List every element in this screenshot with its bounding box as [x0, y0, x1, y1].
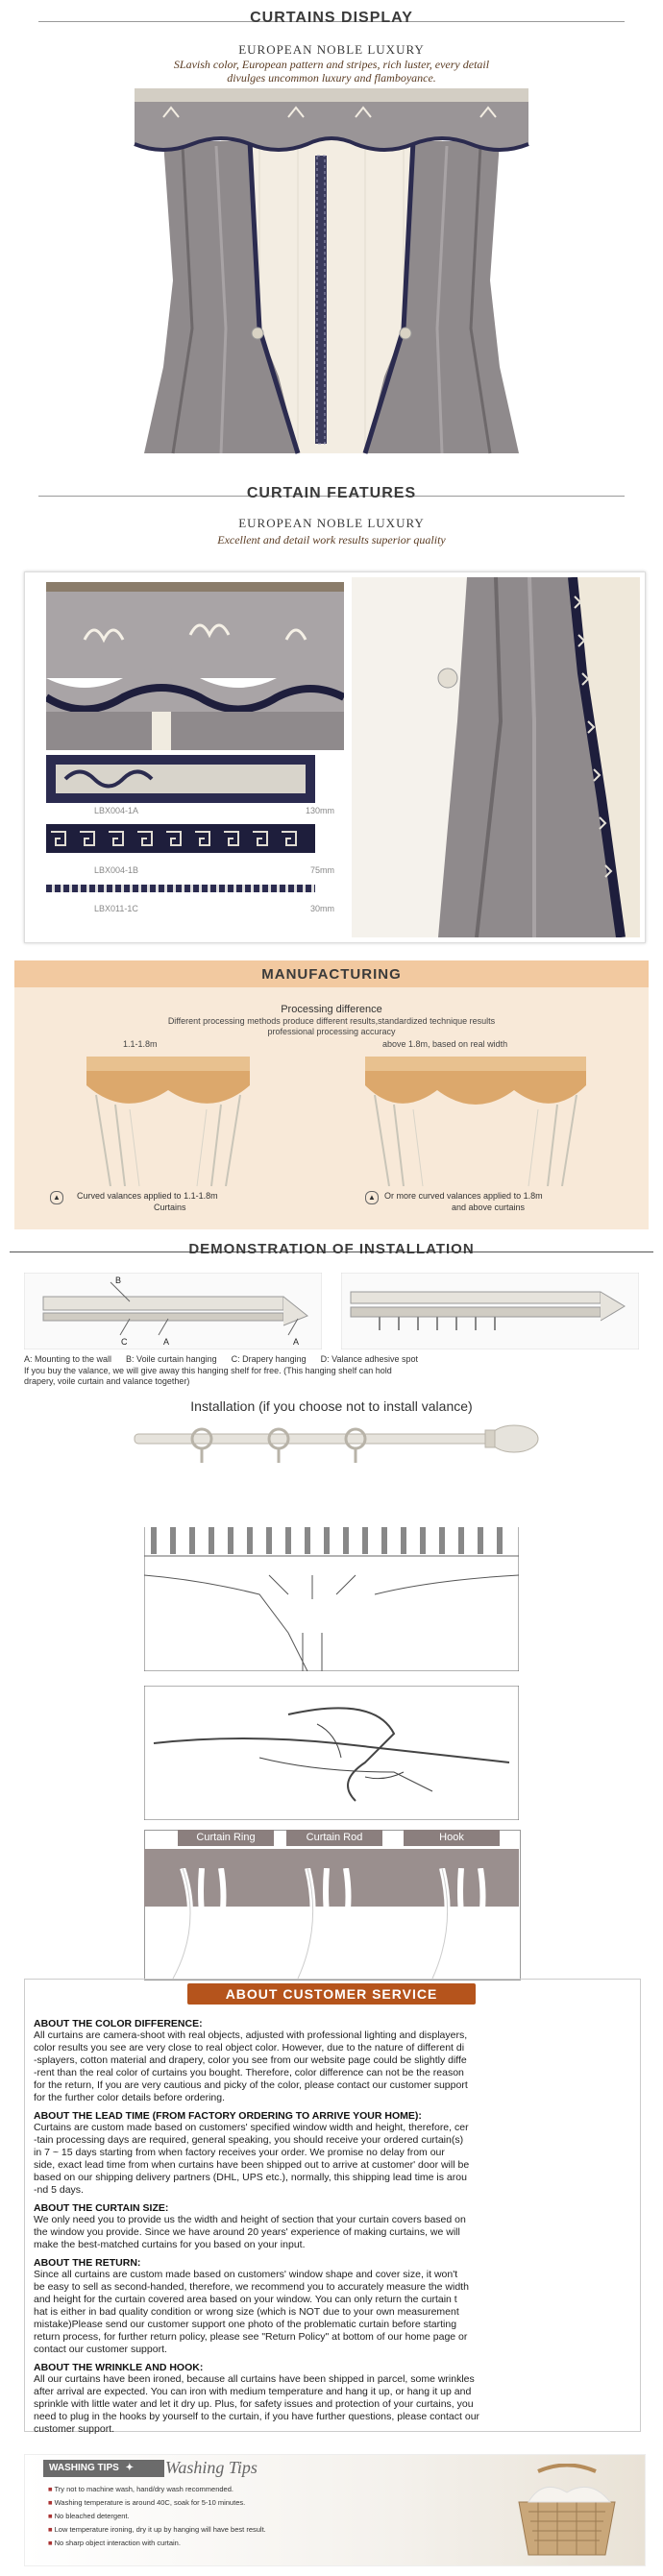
- sample-size-1c: 30mm: [310, 904, 335, 913]
- manufacturing-section: [0, 960, 663, 1239]
- section-title: CURTAIN FEATURES: [246, 485, 417, 501]
- right-size-label: above 1.8m, based on real width: [382, 1039, 508, 1049]
- washing-badge-label: WASHING TIPS: [49, 2463, 119, 2473]
- washing-tip: ■ Washing temperature is around 40C, soak for 5-10 minutes.: [48, 2498, 246, 2507]
- curtain-size-heading: ABOUT THE CURTAIN SIZE:: [34, 2202, 169, 2214]
- color-difference-heading: ABOUT THE COLOR DIFFERENCE:: [34, 2018, 203, 2029]
- bullet-icon: ■: [48, 2539, 55, 2547]
- installation-section: [0, 1239, 663, 1979]
- processing-desc-2: professional processing accuracy: [267, 1027, 396, 1036]
- section-subtitle: EUROPEAN NOBLE LUXURY: [238, 42, 425, 57]
- description-line-2: divulges uncommon luxury and flamboyance.: [227, 71, 436, 85]
- processing-desc-1: Different processing methods produce different results,standardized technique results: [167, 1016, 496, 1026]
- description-line-1: SLavish color, European pattern and stripes, rich luster, every detail: [173, 58, 490, 71]
- label-a: A: [293, 1337, 300, 1347]
- installation-note-2: drapery, voile curtain and valance together): [24, 1376, 190, 1386]
- sample-size-1a: 130mm: [306, 806, 335, 815]
- right-caption-2: and above curtains: [452, 1203, 526, 1212]
- installation-note-1: If you buy the valance, we will give away this hanging shelf for free. (This hanging shelf can hold: [24, 1366, 392, 1375]
- hook-insertion-diagram: [144, 1686, 519, 1820]
- features-image-frame: [24, 571, 646, 943]
- lead-time-heading: ABOUT THE LEAD TIME (FROM FACTORY ORDERING TO ARRIVE YOUR HOME):: [34, 2110, 422, 2122]
- return-heading: ABOUT THE RETURN:: [34, 2257, 141, 2269]
- drape-closeup-image: [352, 577, 640, 937]
- valance-example-small: [86, 1052, 250, 1186]
- part-label-rod: Curtain Rod: [286, 1830, 382, 1846]
- color-difference-text: All curtains are camera-shoot with real objects, adjusted with professional lighting and displayers, color results you see are very close to real object color. However, due to the nature of different di -splayers, cotton material and drapery, color you see from our website page could be slightly diffe -rent than the real color of curtains you bought. Therefore, color difference can not be the reason for the return, If you are very cautious and picky of the color, please contact our customer support for the further color details before ordering.: [34, 2029, 468, 2103]
- track-diagram-left: [24, 1273, 322, 1349]
- washing-badge: [43, 2460, 164, 2477]
- installation-legend: A: Mounting to the wall B: Voile curtain hanging C: Drapery hanging D: Valance adhesive spot: [24, 1354, 419, 1364]
- lead-time-text: Curtains are custom made based on customers' specified window width and height, therefore, cer -tain processing days are required, general speaking, you should receive your ordered curtain(s) in 7 ~ 15 days starting from when factory receives your order. We promise no delay from our side, exact lead time from when curtains have been shipped out to arrive at customer' door will be based on our shipping delivery partners (DHL, UPS etc.), normally, this shipping lead time is arou -nd 5 days.: [34, 2122, 470, 2196]
- processing-subtitle: Processing difference: [281, 1004, 382, 1015]
- sample-size-1b: 75mm: [310, 865, 335, 875]
- valance-example-large: [365, 1052, 586, 1186]
- section-description: Excellent and detail work results superior quality: [217, 533, 446, 547]
- label-b: B: [115, 1276, 122, 1285]
- curtain-features-section: [0, 485, 663, 960]
- section-title: MANUFACTURING: [261, 966, 402, 983]
- washing-tip: ■ No sharp object interaction with curtain.: [48, 2539, 181, 2547]
- wrinkle-hook-text: All our curtains have been ironed, because all curtains have been shipped in parcel, some wrinkles after arrival are expected. You can iron with medium temperature and hang it up, or hang it up and sprinkle with little water and let it dry up. Plus, for safety issues and protection of your curtains, you need to plug in the hooks by yourself to the curtain, if you have further questions, please contact our customer support.: [34, 2373, 480, 2435]
- curtains-display-section: [0, 0, 663, 485]
- star-icon: ✦: [125, 2463, 134, 2473]
- pleat-hook-diagram: [144, 1527, 519, 1671]
- sample-code-1a: LBX004-1A: [94, 806, 139, 815]
- washing-tip: ■ Low temperature ironing, dry it up by hanging will have best result.: [48, 2525, 266, 2534]
- trim-sample-1c: [46, 885, 315, 892]
- left-caption-1: Curved valances applied to 1.1-1.8m: [77, 1191, 218, 1201]
- bullet-icon: ■: [48, 2525, 55, 2534]
- section-subtitle: EUROPEAN NOBLE LUXURY: [238, 516, 425, 530]
- arrow-icon: ▲: [365, 1191, 379, 1204]
- wrinkle-hook-heading: ABOUT THE WRINKLE AND HOOK:: [34, 2362, 204, 2373]
- sample-code-1b: LBX004-1B: [94, 865, 139, 875]
- label-c: C: [121, 1337, 128, 1347]
- washing-script-title: Washing Tips: [165, 2458, 258, 2477]
- valance-closeup-image: [46, 582, 344, 750]
- sample-code-1c: LBX011-1C: [94, 904, 138, 913]
- curtain-rod-image: [115, 1417, 557, 1474]
- curtain-size-text: We only need you to provide us the width and height of section that your curtain covers based on the window you provide. Since we have around 20 years' experience of making curtains, we will make the best-matched curtains for you based on your input.: [34, 2214, 466, 2250]
- trim-samples-image: [46, 755, 315, 861]
- bullet-icon: ■: [48, 2485, 55, 2493]
- arrow-icon: ▲: [50, 1191, 63, 1204]
- washing-tip: ■ No bleached detergent.: [48, 2512, 130, 2520]
- washing-tips-section: [0, 2454, 663, 2574]
- pleat-examples: [144, 1868, 519, 1979]
- customer-service-section: [0, 1979, 663, 2440]
- laundry-basket-image: [500, 2464, 634, 2560]
- section-title: ABOUT CUSTOMER SERVICE: [225, 1986, 438, 2002]
- section-title: CURTAINS DISPLAY: [250, 10, 413, 26]
- left-size-label: 1.1-1.8m: [123, 1039, 158, 1049]
- track-diagram-right: [341, 1273, 639, 1349]
- rod-installation-title: Installation (if you choose not to install valance): [190, 1398, 473, 1414]
- washing-tips-list: [48, 2483, 432, 2550]
- return-text: Since all curtains are custom made based on customers' window shape and cover size, it won't be easy to sell as second-handed, therefore, we recommend you to accurately measure the width and height for the curtain covered area based on your window. You can only return the curtain t hat is either in bad quality condition or wrong size (which is NOT due to your own measurement mistake)Please send our customer support one photo of the problematic curtain before starting return process, for further return policy, please see "Return Policy" at bottom of our home page or contact our customer support.: [34, 2269, 469, 2355]
- left-caption-2: Curtains: [154, 1203, 186, 1212]
- section-title: DEMONSTRATION OF INSTALLATION: [188, 1241, 475, 1257]
- service-content: [34, 2012, 629, 2440]
- right-caption-1: Or more curved valances applied to 1.8m: [384, 1191, 543, 1201]
- bullet-icon: ■: [48, 2498, 55, 2507]
- washing-tip: ■ Try not to machine wash, hand/dry wash recommended.: [48, 2485, 233, 2493]
- part-label-hook: Hook: [404, 1830, 500, 1846]
- curtain-display-image: [106, 88, 557, 473]
- label-a: A: [163, 1337, 170, 1347]
- part-label-ring: Curtain Ring: [178, 1830, 274, 1846]
- bullet-icon: ■: [48, 2512, 55, 2520]
